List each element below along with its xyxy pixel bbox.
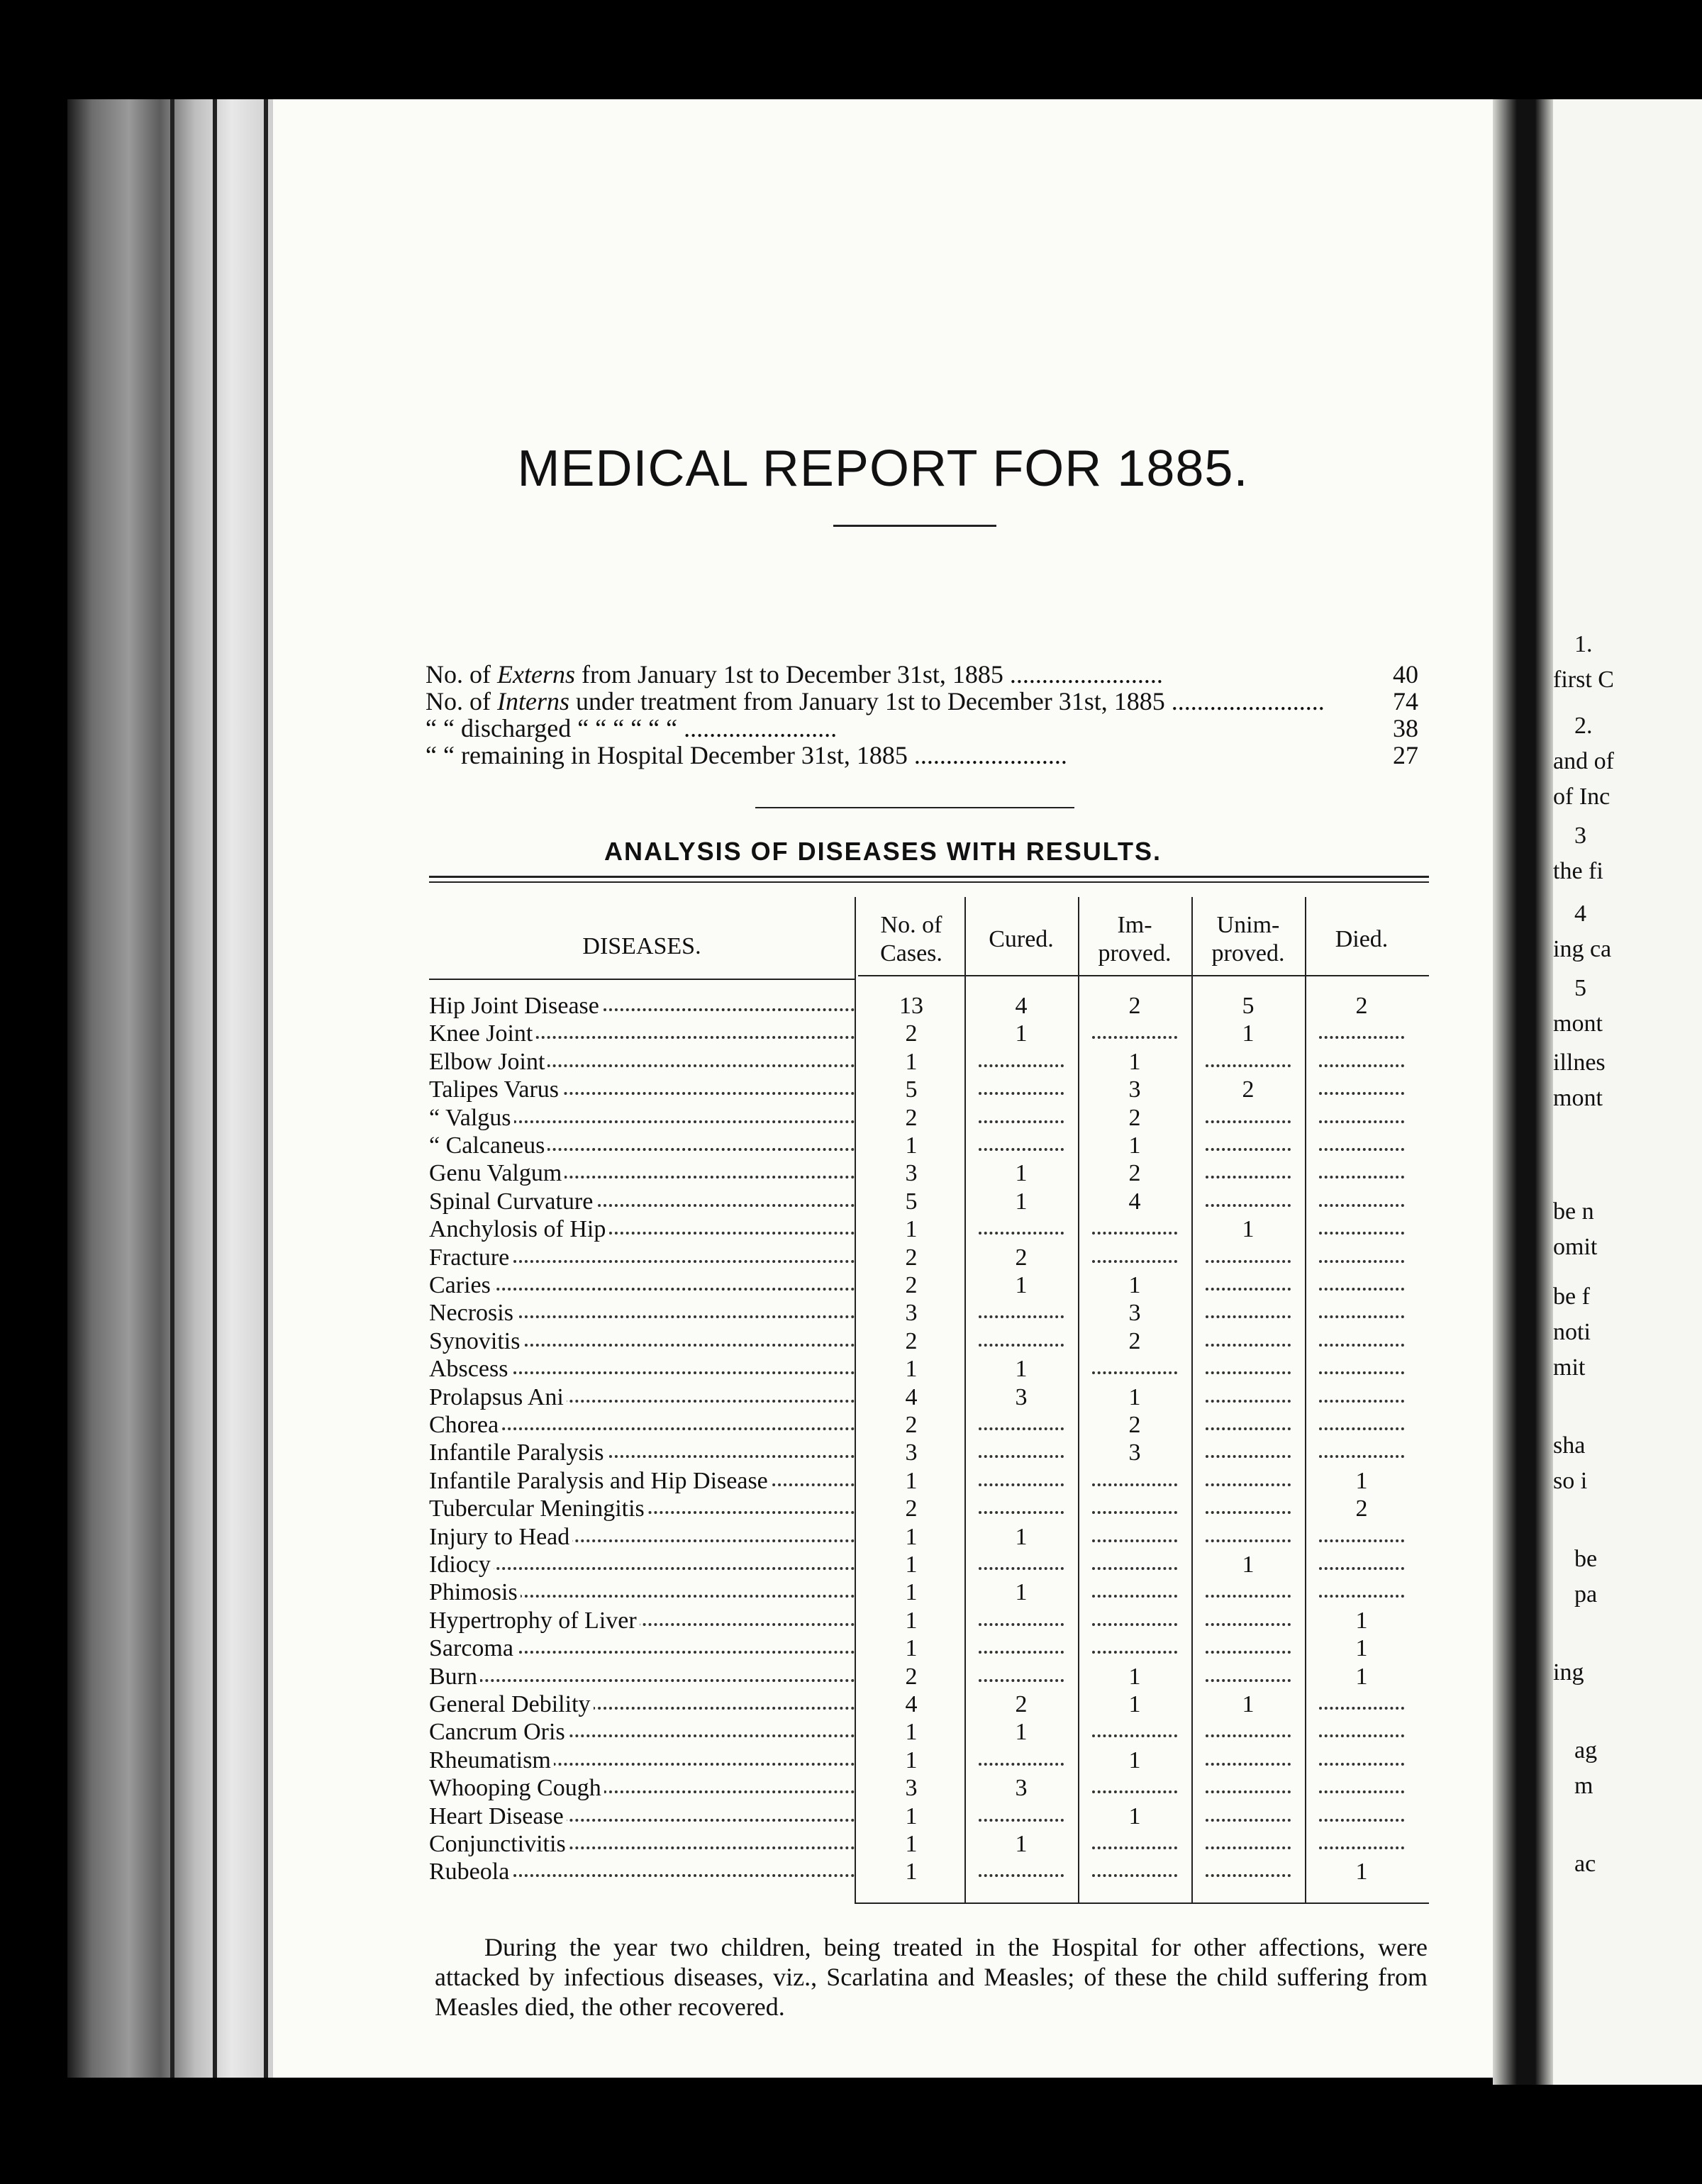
cell-died: 1 [1355, 1607, 1368, 1634]
cell-cured [968, 1803, 1074, 1830]
cell-unimproved [1195, 1831, 1301, 1858]
cell-improved [1081, 1020, 1188, 1047]
cell-unimproved [1195, 1747, 1301, 1774]
table-row [429, 1412, 1429, 1439]
cell-improved: 1 [1128, 1691, 1141, 1717]
cell-cured: 1 [1015, 1579, 1028, 1606]
table-row [429, 1859, 1429, 1885]
cell-died [1308, 1272, 1415, 1299]
cell-improved [1081, 1635, 1188, 1662]
cell-unimproved [1195, 1300, 1301, 1327]
cell-improved [1081, 1244, 1188, 1271]
cell-unimproved: 1 [1242, 1551, 1255, 1578]
cell-cured: 4 [1015, 993, 1028, 1019]
cell-unimproved [1195, 1132, 1301, 1159]
cell-cured [968, 1635, 1074, 1662]
cell-unimproved [1195, 1664, 1301, 1690]
col-improved-header: Im- proved. [1098, 912, 1172, 966]
cell-died [1308, 1747, 1415, 1774]
cell-died [1308, 1160, 1415, 1187]
table-row [429, 1579, 1429, 1606]
table-row [429, 1216, 1429, 1243]
cell-cases: 1 [905, 1467, 918, 1494]
cell-died [1308, 1020, 1415, 1047]
cell-cases: 2 [905, 1327, 918, 1354]
table-row [429, 1356, 1429, 1383]
cell-died [1308, 1105, 1415, 1132]
cell-cured: 1 [1015, 1188, 1028, 1215]
cell-died [1308, 1216, 1415, 1243]
summary-label: “ “ remaining in Hospital December 31st, 1885 ........................ [425, 741, 1067, 769]
cell-unimproved: 1 [1242, 1020, 1255, 1047]
summary-label: “ “ discharged “ “ “ “ “ “ ........................ [425, 714, 838, 742]
cell-unimproved [1195, 1244, 1301, 1271]
table-row [429, 1188, 1429, 1215]
cell-cases: 1 [905, 1607, 918, 1634]
cell-cured: 1 [1015, 1523, 1028, 1550]
cell-unimproved [1195, 1160, 1301, 1187]
disease-name: Anchylosis of Hip [429, 1216, 855, 1243]
cell-cases: 1 [905, 1635, 918, 1662]
facing-page-text: so i [1553, 1468, 1588, 1494]
cell-improved [1081, 1524, 1188, 1551]
cell-unimproved [1195, 1803, 1301, 1830]
cell-cured: 2 [1015, 1691, 1028, 1717]
table-row [429, 1300, 1429, 1327]
disease-name: Rheumatism [429, 1747, 855, 1774]
facing-page-text: illnes [1553, 1049, 1606, 1076]
table-row [429, 1524, 1429, 1551]
cell-cured [968, 1412, 1074, 1439]
summary-label: No. of Externs from January 1st to December 31st, 1885 ........................ [425, 660, 1163, 689]
table-top-rule [429, 881, 1429, 883]
disease-name: Abscess [429, 1356, 855, 1383]
cell-cases: 2 [905, 1272, 918, 1298]
cell-cured [968, 1439, 1074, 1466]
cell-improved: 2 [1128, 993, 1141, 1019]
cell-cured [968, 1216, 1074, 1243]
cell-died [1308, 1719, 1415, 1746]
cell-cured [968, 1608, 1074, 1634]
disease-name: General Debility [429, 1691, 855, 1718]
disease-name: Infantile Paralysis and Hip Disease [429, 1468, 855, 1495]
cell-died [1308, 1132, 1415, 1159]
cell-unimproved [1195, 1635, 1301, 1662]
disease-name: Chorea [429, 1412, 855, 1439]
cell-cases: 1 [905, 1803, 918, 1829]
header-bottom-rule [429, 979, 855, 980]
disease-name: Infantile Paralysis [429, 1439, 855, 1466]
table-row [429, 1020, 1429, 1047]
cell-unimproved [1195, 1608, 1301, 1634]
footnote: During the year two children, being treated in the Hospital for other affections, were attacked by infectious diseases, viz., Scarlatina and Measles; of these the child suffering from Measles died, the other recovered. [435, 1933, 1428, 2021]
cell-died [1308, 1076, 1415, 1103]
table-row [429, 1384, 1429, 1411]
cell-cured [968, 1551, 1074, 1578]
cell-improved [1081, 1551, 1188, 1578]
facing-page-text: mit [1553, 1354, 1586, 1381]
facing-page [1553, 99, 1702, 2085]
cell-improved: 1 [1128, 1048, 1141, 1075]
cell-unimproved: 1 [1242, 1691, 1255, 1717]
disease-name: Burn [429, 1664, 855, 1690]
table-row [429, 1244, 1429, 1271]
disease-name: Fracture [429, 1244, 855, 1271]
cell-cured [968, 1495, 1074, 1522]
cell-unimproved [1195, 1439, 1301, 1466]
facing-page-text: m [1574, 1773, 1593, 1799]
cell-cured: 1 [1015, 1160, 1028, 1187]
facing-page-text: 3 [1574, 823, 1586, 849]
table-row [429, 1635, 1429, 1662]
table-row [429, 1076, 1429, 1103]
table-row [429, 1495, 1429, 1522]
page-title: MEDICAL REPORT FOR 1885. [517, 440, 1249, 497]
cell-cured [968, 1076, 1074, 1103]
cell-died [1308, 1300, 1415, 1327]
summary-value: 38 [1393, 714, 1418, 742]
cell-died [1308, 1551, 1415, 1578]
facing-page-text: omit [1553, 1234, 1598, 1260]
cell-cases: 13 [899, 993, 923, 1019]
facing-page-text: mont [1553, 1085, 1603, 1111]
cell-cases: 3 [905, 1775, 918, 1802]
cell-died [1308, 1384, 1415, 1411]
cell-improved: 4 [1128, 1188, 1141, 1215]
disease-name: Prolapsus Ani [429, 1384, 855, 1411]
cell-cases: 2 [905, 1020, 918, 1047]
disease-name: Conjunctivitis [429, 1831, 855, 1858]
cell-cured: 3 [1015, 1383, 1028, 1410]
cell-cases: 3 [905, 1439, 918, 1466]
summary-label: No. of Interns under treatment from January 1st to December 31st, 1885 ........................ [425, 687, 1325, 715]
summary-value: 27 [1393, 741, 1418, 769]
facing-page-text: sha [1553, 1432, 1586, 1459]
cell-cases: 1 [905, 1859, 918, 1885]
cell-cases: 3 [905, 1160, 918, 1187]
cell-unimproved [1195, 1328, 1301, 1355]
cell-improved [1081, 1775, 1188, 1802]
cell-cases: 1 [905, 1132, 918, 1159]
summary-value: 74 [1393, 687, 1418, 715]
disease-name: Synovitis [429, 1328, 855, 1355]
cell-improved: 2 [1128, 1104, 1141, 1131]
col-cured-header: Cured. [989, 926, 1054, 952]
cell-died: 2 [1355, 993, 1368, 1019]
cell-cases: 5 [905, 1076, 918, 1103]
cell-cases: 2 [905, 1663, 918, 1690]
cell-unimproved [1195, 1775, 1301, 1802]
cell-died: 1 [1355, 1467, 1368, 1494]
cell-unimproved: 1 [1242, 1216, 1255, 1243]
cell-improved [1081, 1356, 1188, 1383]
cell-cured [968, 1747, 1074, 1774]
cell-improved [1081, 1831, 1188, 1858]
cell-improved: 1 [1128, 1132, 1141, 1159]
cell-cases: 2 [905, 1104, 918, 1131]
cell-died: 2 [1355, 1495, 1368, 1522]
cell-unimproved [1195, 1188, 1301, 1215]
disease-name: Genu Valgum [429, 1160, 855, 1187]
cell-improved: 1 [1128, 1803, 1141, 1829]
facing-page-text: be f [1553, 1283, 1590, 1310]
table-row [429, 1049, 1429, 1076]
table-row [429, 1664, 1429, 1690]
cell-cases: 4 [905, 1383, 918, 1410]
cell-improved [1081, 1495, 1188, 1522]
leader-dots: ........................ [1003, 660, 1163, 689]
table-row [429, 1328, 1429, 1355]
cell-unimproved [1195, 1356, 1301, 1383]
summary-line [425, 740, 1418, 771]
cell-improved [1081, 1608, 1188, 1634]
disease-name: Idiocy [429, 1551, 855, 1578]
leader-dots: ........................ [1164, 687, 1325, 715]
cell-cured [968, 1049, 1074, 1076]
table-row [429, 1468, 1429, 1495]
header-bottom-rule [858, 975, 1429, 976]
disease-name: Cancrum Oris [429, 1719, 855, 1746]
cell-improved [1081, 1859, 1188, 1885]
cell-cured: 2 [1015, 1244, 1028, 1271]
table-row [429, 1272, 1429, 1299]
disease-name: Spinal Curvature [429, 1188, 855, 1215]
disease-name: Heart Disease [429, 1803, 855, 1830]
cell-cases: 1 [905, 1356, 918, 1383]
cell-unimproved [1195, 1579, 1301, 1606]
facing-page-text: mont [1553, 1010, 1603, 1037]
leader-dots: ........................ [907, 741, 1067, 769]
cell-cases: 1 [905, 1216, 918, 1243]
cell-died: 1 [1355, 1635, 1368, 1662]
col-cases-header: No. of Cases. [880, 912, 942, 966]
cell-cases: 1 [905, 1579, 918, 1606]
cell-improved [1081, 1579, 1188, 1606]
cell-unimproved [1195, 1105, 1301, 1132]
cell-died [1308, 1049, 1415, 1076]
cell-died: 1 [1355, 1859, 1368, 1885]
table-row [429, 1691, 1429, 1718]
cell-cured: 1 [1015, 1272, 1028, 1298]
col-unimproved-header: Unim- proved. [1211, 912, 1285, 966]
table-bottom-rule [855, 1902, 1429, 1904]
cell-cases: 1 [905, 1719, 918, 1746]
disease-name: Hypertrophy of Liver [429, 1608, 855, 1634]
facing-page-text: noti [1553, 1319, 1591, 1345]
cell-unimproved [1195, 1384, 1301, 1411]
cell-improved: 1 [1128, 1383, 1141, 1410]
facing-page-text: 1. [1574, 631, 1593, 657]
table-row [429, 1831, 1429, 1858]
cell-cases: 2 [905, 1244, 918, 1271]
cell-improved: 1 [1128, 1746, 1141, 1773]
disease-name: Hip Joint Disease [429, 993, 855, 1020]
cell-unimproved: 2 [1242, 1076, 1255, 1103]
cell-cases: 1 [905, 1551, 918, 1578]
cell-cases: 5 [905, 1188, 918, 1215]
cell-cases: 3 [905, 1300, 918, 1327]
cell-cases: 1 [905, 1746, 918, 1773]
cell-died [1308, 1803, 1415, 1830]
facing-page-text: 4 [1574, 901, 1586, 927]
cell-improved [1081, 1468, 1188, 1495]
facing-page-text: be n [1553, 1198, 1594, 1225]
cell-cured: 1 [1015, 1831, 1028, 1857]
disease-name: Knee Joint [429, 1020, 855, 1047]
table-row [429, 1803, 1429, 1830]
cell-unimproved: 5 [1242, 993, 1255, 1019]
cell-died [1308, 1328, 1415, 1355]
facing-page-text: be [1574, 1546, 1598, 1572]
table-row [429, 1608, 1429, 1634]
facing-page-text: pa [1574, 1581, 1598, 1608]
facing-page-text: first C [1553, 667, 1614, 693]
cell-died [1308, 1691, 1415, 1718]
cell-cured: 1 [1015, 1020, 1028, 1047]
cell-improved [1081, 1216, 1188, 1243]
cell-unimproved [1195, 1719, 1301, 1746]
cell-unimproved [1195, 1524, 1301, 1551]
facing-page-text: of Inc [1553, 784, 1611, 810]
cell-cured [968, 1300, 1074, 1327]
disease-name: Phimosis [429, 1579, 855, 1606]
disease-name: “ Calcaneus [429, 1132, 855, 1159]
facing-page-text: 5 [1574, 975, 1586, 1001]
cell-cured: 3 [1015, 1775, 1028, 1802]
cell-improved: 2 [1128, 1327, 1141, 1354]
cell-died [1308, 1188, 1415, 1215]
table-row [429, 1719, 1429, 1746]
disease-name: Sarcoma [429, 1635, 855, 1662]
facing-page-text: 2. [1574, 713, 1593, 739]
cell-cured [968, 1468, 1074, 1495]
table-row [429, 1439, 1429, 1466]
report-page [273, 99, 1493, 2078]
cell-died: 1 [1355, 1663, 1368, 1690]
table-row [429, 1160, 1429, 1187]
cell-unimproved [1195, 1859, 1301, 1885]
cell-improved: 3 [1128, 1076, 1141, 1103]
cell-cases: 1 [905, 1048, 918, 1075]
disease-name: Elbow Joint [429, 1049, 855, 1076]
cell-died [1308, 1412, 1415, 1439]
cell-died [1308, 1244, 1415, 1271]
summary-value: 40 [1393, 660, 1418, 689]
cell-died [1308, 1356, 1415, 1383]
cell-unimproved [1195, 1049, 1301, 1076]
table-top-rule [429, 876, 1429, 878]
cell-died [1308, 1831, 1415, 1858]
col-diseases-header: DISEASES. [582, 933, 701, 959]
summary-rule [755, 807, 1074, 808]
cell-cured [968, 1328, 1074, 1355]
page-edge-line [213, 99, 217, 2078]
title-rule [833, 525, 996, 527]
facing-page-text: ing ca [1553, 936, 1612, 962]
disease-name: Caries [429, 1272, 855, 1299]
cell-cured: 1 [1015, 1356, 1028, 1383]
cell-cases: 1 [905, 1831, 918, 1857]
table-row [429, 1775, 1429, 1802]
cell-died [1308, 1439, 1415, 1466]
cell-cases: 2 [905, 1495, 918, 1522]
cell-cured [968, 1664, 1074, 1690]
facing-page-text: and of [1553, 748, 1614, 774]
cell-cases: 2 [905, 1412, 918, 1438]
disease-name: Whooping Cough [429, 1775, 855, 1802]
cell-cases: 4 [905, 1691, 918, 1717]
disease-name: Necrosis [429, 1300, 855, 1327]
cell-cured [968, 1132, 1074, 1159]
table-row [429, 1747, 1429, 1774]
cell-died [1308, 1775, 1415, 1802]
cell-improved: 1 [1128, 1663, 1141, 1690]
table-row [429, 1105, 1429, 1132]
disease-name: Tubercular Meningitis [429, 1495, 855, 1522]
leader-dots: ........................ [677, 714, 838, 742]
cell-unimproved [1195, 1272, 1301, 1299]
cell-cases: 1 [905, 1523, 918, 1550]
disease-name: Talipes Varus [429, 1076, 855, 1103]
table-row [429, 1551, 1429, 1578]
cell-cured [968, 1859, 1074, 1885]
cell-unimproved [1195, 1468, 1301, 1495]
page-edge-line [170, 99, 174, 2078]
table-row [429, 1132, 1429, 1159]
book-gutter [1493, 99, 1553, 2085]
facing-page-text: ag [1574, 1737, 1598, 1764]
cell-improved: 2 [1128, 1160, 1141, 1187]
cell-died [1308, 1524, 1415, 1551]
page-edge-line [264, 99, 268, 2078]
cell-cured [968, 1105, 1074, 1132]
disease-name: Rubeola [429, 1859, 855, 1885]
facing-page-text: ing [1553, 1659, 1584, 1686]
cell-improved: 1 [1128, 1272, 1141, 1298]
analysis-title: ANALYSIS OF DISEASES WITH RESULTS. [604, 837, 1162, 866]
cell-unimproved [1195, 1495, 1301, 1522]
cell-cured: 1 [1015, 1719, 1028, 1746]
table-row [429, 993, 1429, 1020]
cell-died [1308, 1579, 1415, 1606]
cell-improved: 3 [1128, 1300, 1141, 1327]
cell-improved: 2 [1128, 1412, 1141, 1438]
col-died-header: Died. [1335, 926, 1389, 952]
disease-name: Injury to Head [429, 1524, 855, 1551]
cell-unimproved [1195, 1412, 1301, 1439]
facing-page-text: ac [1574, 1851, 1596, 1877]
cell-improved: 3 [1128, 1439, 1141, 1466]
facing-page-text: the fi [1553, 858, 1603, 884]
cell-improved [1081, 1719, 1188, 1746]
disease-name: “ Valgus [429, 1105, 855, 1132]
